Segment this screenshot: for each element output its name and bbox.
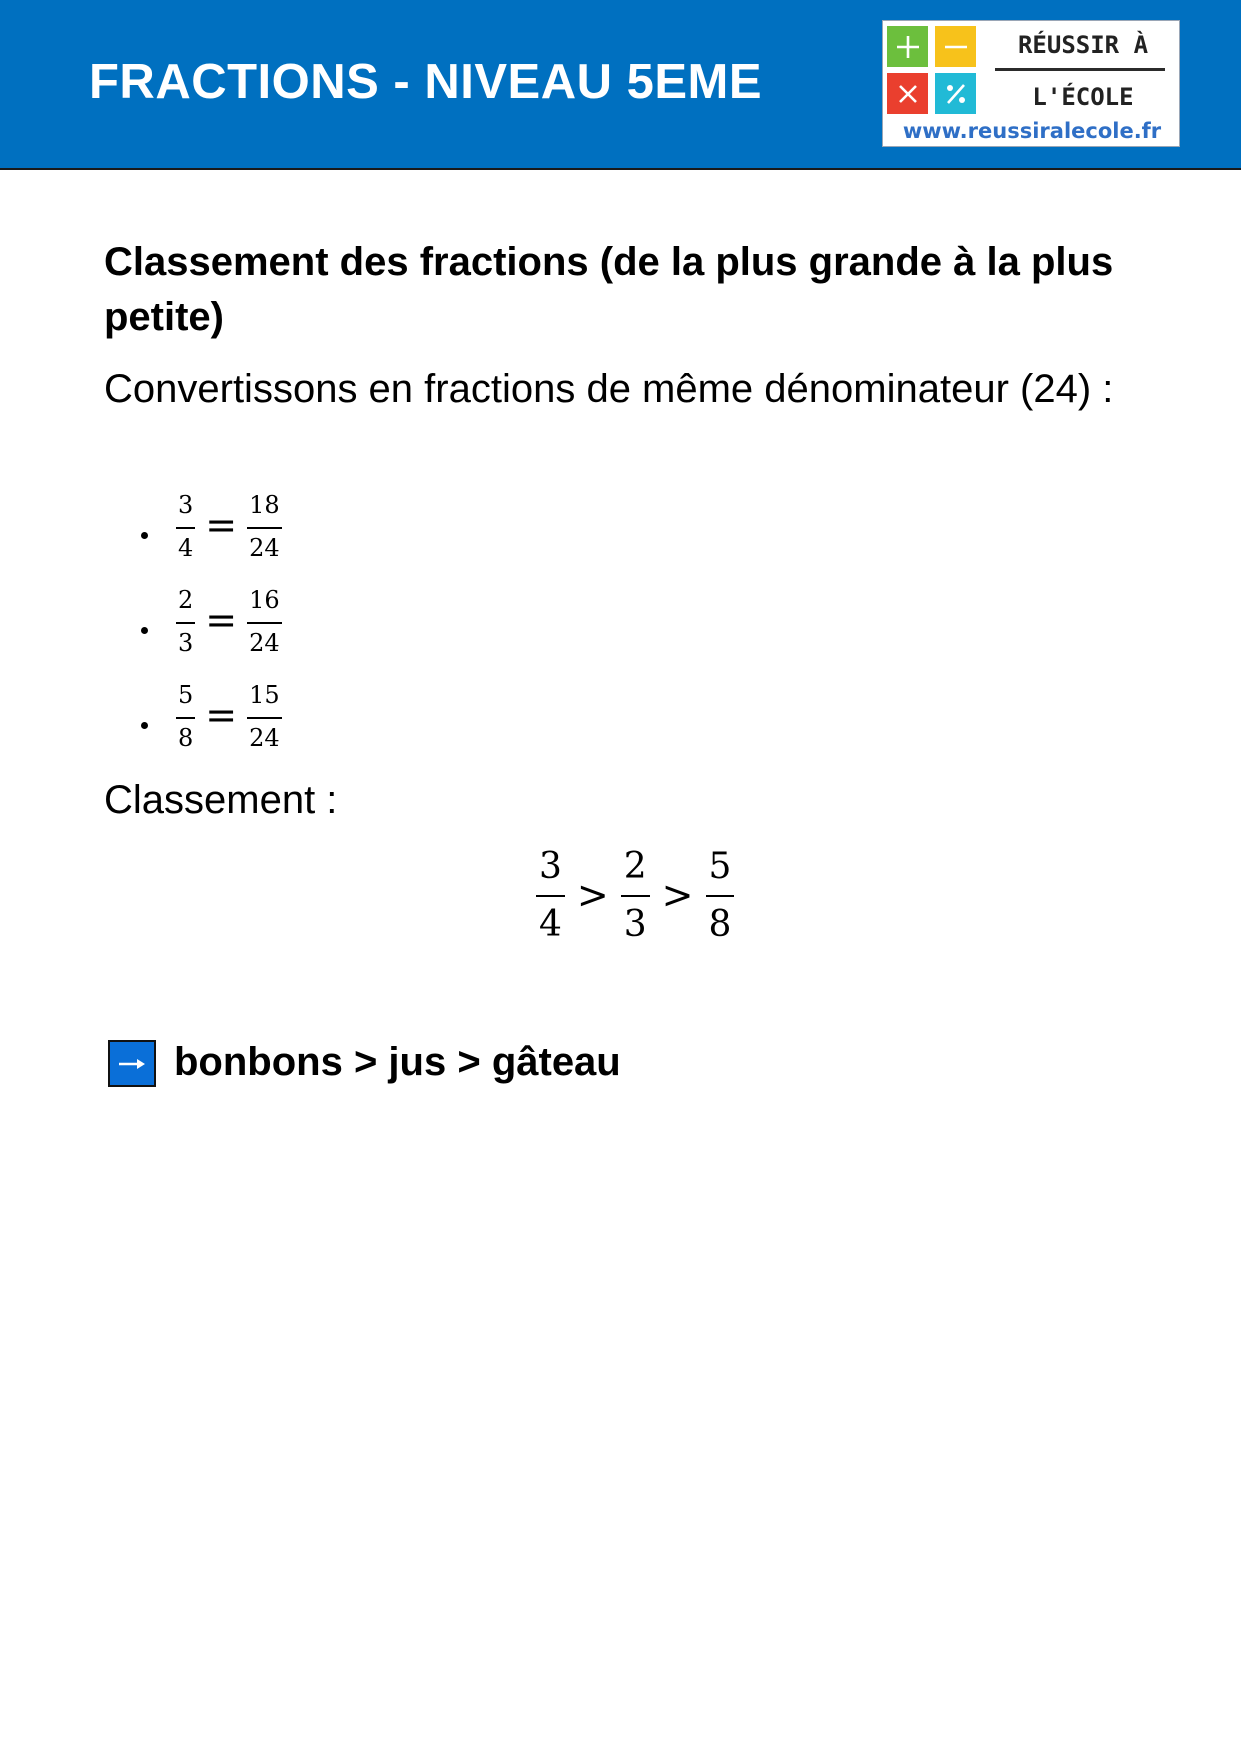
ranking-label: Classement : xyxy=(104,778,338,822)
equals-sign: = xyxy=(205,693,238,737)
minus-icon xyxy=(935,26,976,67)
bullet-icon xyxy=(141,627,148,634)
numerator: 16 xyxy=(249,586,280,614)
denominator: 24 xyxy=(249,629,280,657)
denominator: 3 xyxy=(623,904,647,945)
equals-sign: = xyxy=(205,503,238,547)
fraction-bar xyxy=(247,622,282,624)
equals-sign: = xyxy=(205,598,238,642)
denominator: 24 xyxy=(249,724,280,752)
fraction xyxy=(176,680,195,754)
page-header xyxy=(0,0,1241,170)
greater-than-sign: > xyxy=(661,873,694,917)
fraction xyxy=(536,845,565,947)
fraction-bar xyxy=(706,895,735,897)
fraction-bar xyxy=(176,527,195,529)
denominator: 8 xyxy=(708,904,732,945)
denominator: 24 xyxy=(249,534,280,562)
numerator: 18 xyxy=(249,491,280,519)
fraction-bar xyxy=(536,895,565,897)
logo-divider xyxy=(995,68,1165,71)
fraction xyxy=(706,845,735,947)
numerator: 5 xyxy=(178,681,194,709)
page-title: FRACTIONS - NIVEAU 5EME xyxy=(89,55,763,109)
greater-than-sign: > xyxy=(576,873,609,917)
denominator: 4 xyxy=(178,534,194,562)
logo-text-line2: L'ÉCOLE xyxy=(1032,83,1134,111)
percent-icon xyxy=(935,73,976,114)
numerator: 2 xyxy=(623,846,647,887)
fraction xyxy=(621,845,650,947)
numerator: 3 xyxy=(178,491,194,519)
equivalent-fraction xyxy=(247,490,282,564)
right-arrow-icon xyxy=(108,1040,156,1087)
fraction-bar xyxy=(247,527,282,529)
equivalence-expression xyxy=(176,677,282,757)
fraction xyxy=(176,585,195,659)
fraction-bar xyxy=(247,717,282,719)
equivalence-expression xyxy=(176,487,282,567)
conclusion-text: bonbons > jus > gâteau xyxy=(174,1040,621,1084)
section-heading: Classement des fractions (de la plus grande à la plus petite) xyxy=(104,240,1114,339)
bullet-icon xyxy=(141,722,148,729)
bullet-icon xyxy=(141,532,148,539)
intro-text: Convertissons en fractions de même dénominateur (24) : xyxy=(104,367,1114,411)
equivalent-fraction xyxy=(247,585,282,659)
equivalent-fraction xyxy=(247,680,282,754)
numerator: 2 xyxy=(178,586,194,614)
fraction-bar xyxy=(176,717,195,719)
denominator: 8 xyxy=(178,724,194,752)
numerator: 5 xyxy=(708,846,732,887)
fraction-bar xyxy=(176,622,195,624)
plus-icon xyxy=(887,26,928,67)
ranking-expression xyxy=(536,845,734,947)
denominator: 4 xyxy=(539,904,562,945)
numerator: 3 xyxy=(539,846,562,887)
numerator: 15 xyxy=(249,681,280,709)
logo-url: www.reussiralecole.fr xyxy=(902,119,1162,143)
fraction-bar xyxy=(621,895,650,897)
logo-text-line1: RÉUSSIR À xyxy=(1017,31,1149,59)
times-icon xyxy=(887,73,928,114)
fraction xyxy=(176,490,195,564)
equivalence-expression xyxy=(176,582,282,662)
site-logo xyxy=(882,20,1180,147)
denominator: 3 xyxy=(178,629,194,657)
